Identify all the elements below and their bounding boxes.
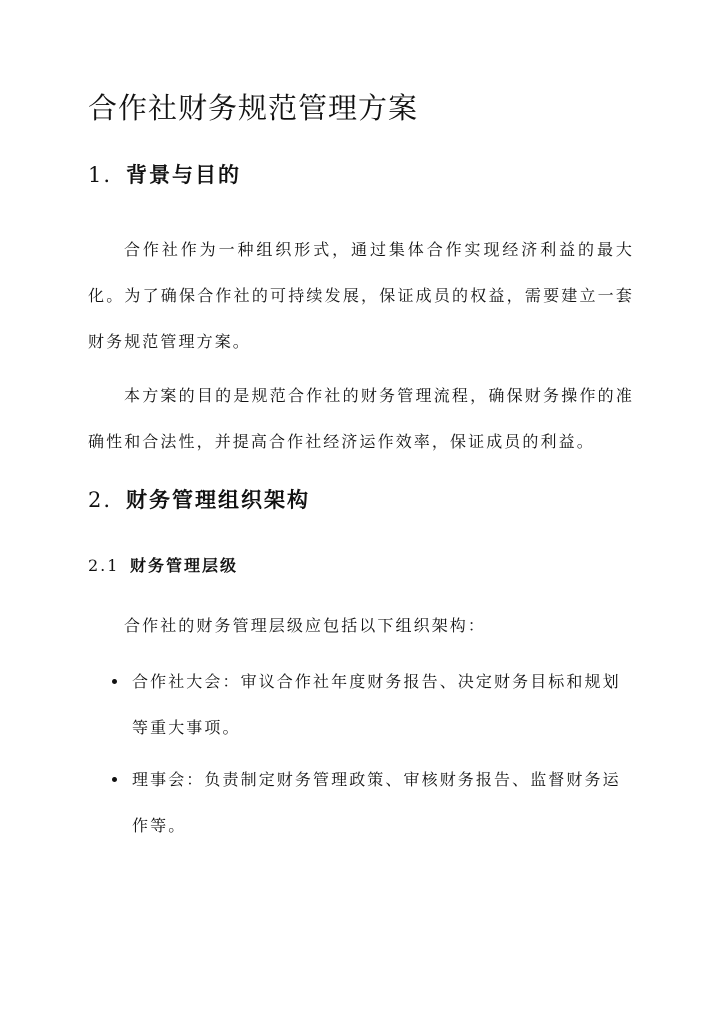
section-1-number: 1. [88, 163, 113, 187]
bullet-dot-icon [112, 679, 117, 684]
subsection-2-1-number: 2.1 [88, 556, 120, 575]
section-1-paragraph-2: 本方案的目的是规范合作社的财务管理流程，确保财务操作的准确性和合法性，并提高合作社经济运作效率，保证成员的利益。 [88, 386, 634, 451]
section-1-title: 背景与目的 [126, 162, 241, 187]
section-1-heading [88, 157, 241, 193]
section-2-title: 财务管理组织架构 [126, 487, 310, 512]
subsection-2-1-title: 财务管理层级 [130, 556, 239, 575]
subsection-2-1-heading [88, 551, 238, 581]
list-item [112, 757, 622, 849]
list-item [112, 659, 622, 751]
section-2-heading [88, 482, 310, 518]
document-title: 合作社财务规范管理方案 [88, 91, 419, 125]
section-2-number: 2. [88, 488, 113, 512]
bullet-dot-icon [112, 777, 117, 782]
section-1-paragraph-1: 合作社作为一种组织形式，通过集体合作实现经济利益的最大化。为了确保合作社的可持续发展，保证成员的权益，需要建立一套财务规范管理方案。 [88, 240, 634, 351]
list-item-text: 合作社大会：审议合作社年度财务报告、决定财务目标和规划等重大事项。 [132, 672, 621, 737]
list-item-text: 理事会：负责制定财务管理政策、审核财务报告、监督财务运作等。 [132, 770, 621, 835]
subsection-2-1-intro: 合作社的财务管理层级应包括以下组织架构： [124, 616, 487, 635]
